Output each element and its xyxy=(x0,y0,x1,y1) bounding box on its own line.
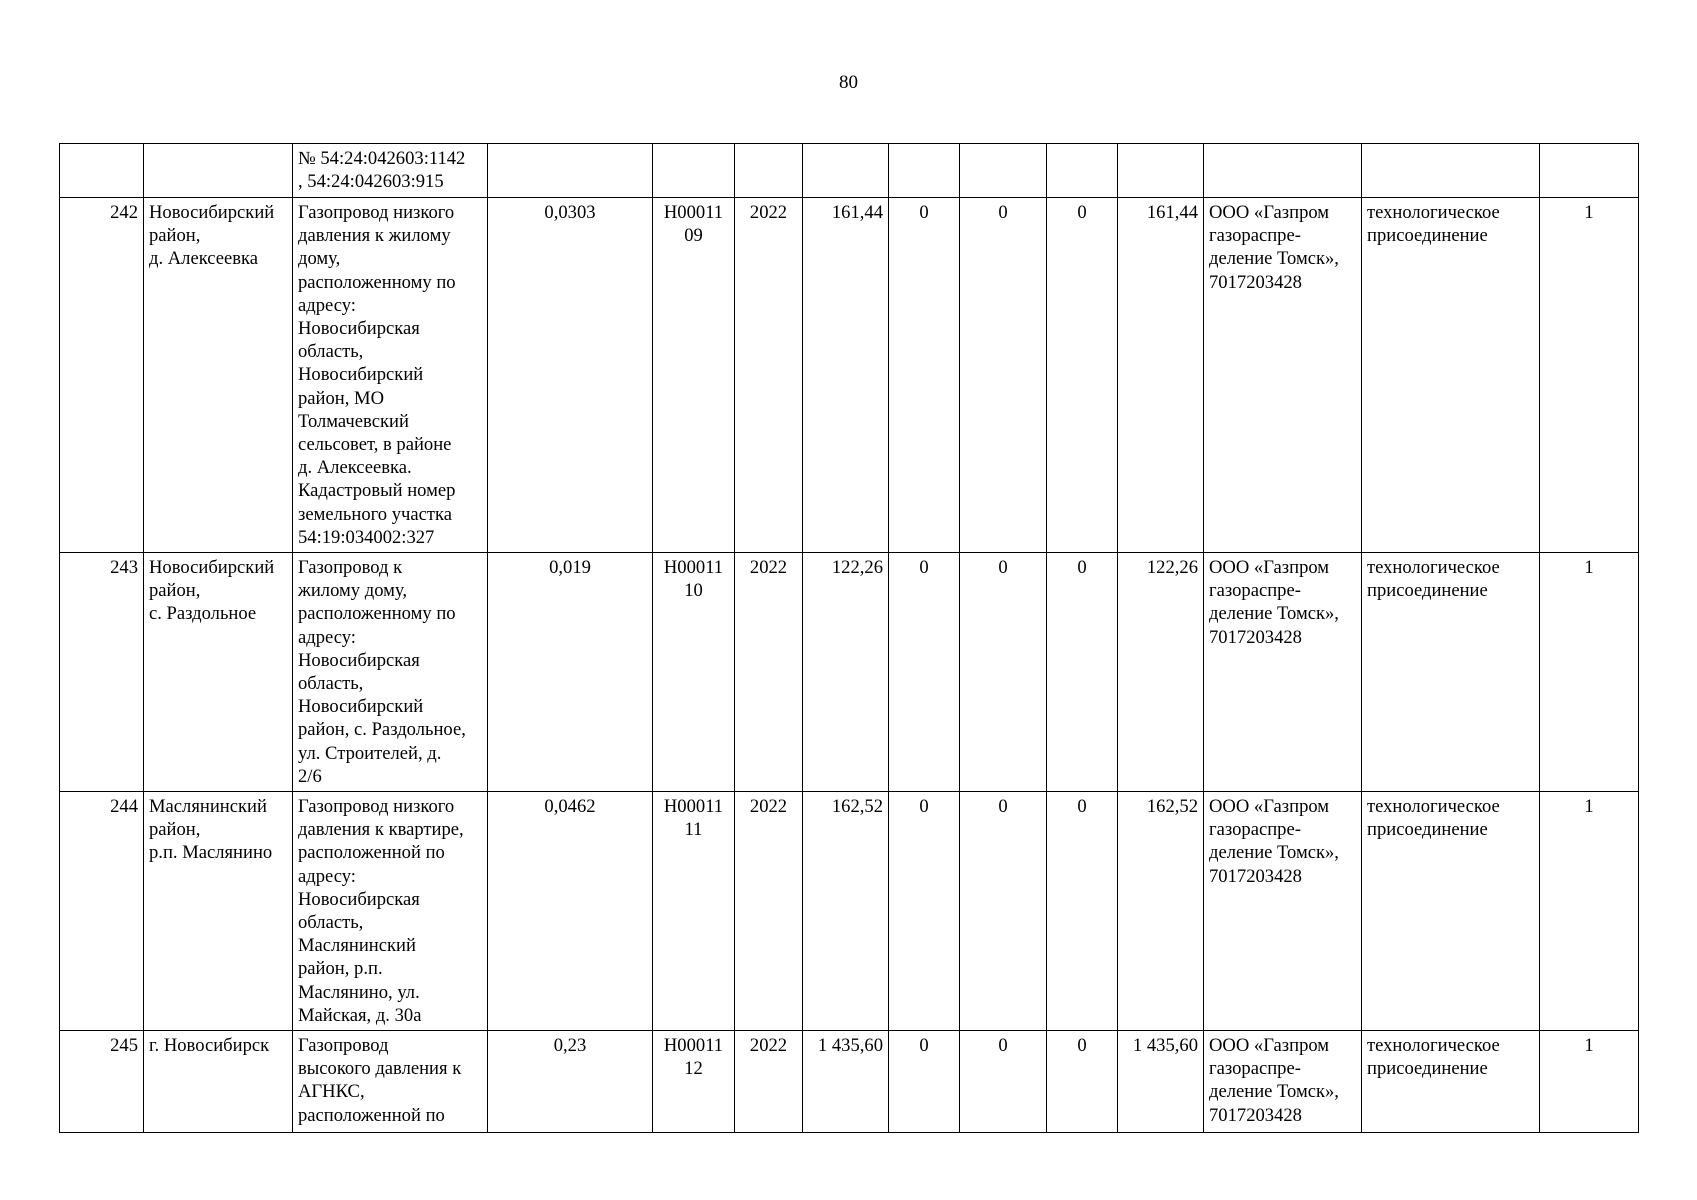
object-text: № 54:24:042603:1142 , 54:24:042603:915 xyxy=(298,148,466,193)
cell-zero-1: 0 xyxy=(889,198,960,553)
cell-quantity xyxy=(1540,144,1639,198)
purpose-text: технологическое присоединение xyxy=(1367,796,1500,841)
cell-length: 0,0462 xyxy=(488,792,653,1031)
object-text: Газопровод низкого давления к квартире, расположенной по адресу: Новосибирская область, Маслянинский район, р.п. Маслянино, ул. Майская, д. 30а xyxy=(298,796,464,1026)
cell-code xyxy=(653,198,735,553)
cell-location xyxy=(144,1031,293,1133)
code-text: Н00011 10 xyxy=(663,557,724,602)
cell-total: 1 435,60 xyxy=(803,1031,889,1133)
organization-text: ООО «Газпром газораспре- деление Томск», 7017203428 xyxy=(1209,1035,1339,1126)
cell-organization xyxy=(1204,792,1362,1031)
code-text: Н00011 09 xyxy=(663,202,724,247)
cell-year: 2022 xyxy=(735,1031,803,1133)
investment-table xyxy=(59,143,1639,1133)
cell-purpose xyxy=(1362,1031,1540,1133)
cell-organization xyxy=(1204,198,1362,553)
cell-code xyxy=(653,1031,735,1133)
cell-zero-1: 0 xyxy=(889,792,960,1031)
cell-zero-1: 0 xyxy=(889,1031,960,1133)
purpose-text: технологическое присоединение xyxy=(1367,1035,1500,1080)
cell-quantity: 1 xyxy=(1540,792,1639,1031)
purpose-text: технологическое присоединение xyxy=(1367,557,1500,602)
cell-code xyxy=(653,553,735,792)
cell-object xyxy=(293,553,488,792)
cell-code xyxy=(653,144,735,198)
cell-quantity: 1 xyxy=(1540,198,1639,553)
table-row xyxy=(60,553,1639,792)
location-text: г. Новосибирск xyxy=(149,1035,270,1056)
cell-zero-2: 0 xyxy=(960,792,1047,1031)
page-number: 80 xyxy=(839,72,858,93)
cell-object xyxy=(293,198,488,553)
cell-amount: 1 435,60 xyxy=(1118,1031,1204,1133)
cell-amount xyxy=(1118,144,1204,198)
cell-amount: 162,52 xyxy=(1118,792,1204,1031)
cell-quantity: 1 xyxy=(1540,1031,1639,1133)
organization-text: ООО «Газпром газораспре- деление Томск», 7017203428 xyxy=(1209,557,1339,648)
cell-num: 245 xyxy=(60,1031,144,1133)
cell-zero-3 xyxy=(1047,144,1118,198)
location-text: Новосибирский район, д. Алексеевка xyxy=(149,202,275,270)
cell-zero-3: 0 xyxy=(1047,792,1118,1031)
cell-total: 161,44 xyxy=(803,198,889,553)
cell-purpose xyxy=(1362,198,1540,553)
cell-code xyxy=(653,792,735,1031)
cell-num: 243 xyxy=(60,553,144,792)
cell-zero-3: 0 xyxy=(1047,198,1118,553)
purpose-text: технологическое присоединение xyxy=(1367,202,1500,247)
cell-total: 122,26 xyxy=(803,553,889,792)
cell-quantity: 1 xyxy=(1540,553,1639,792)
table-row xyxy=(60,1031,1639,1133)
table-row xyxy=(60,198,1639,553)
cell-zero-1 xyxy=(889,144,960,198)
cell-year: 2022 xyxy=(735,553,803,792)
cell-organization xyxy=(1204,1031,1362,1133)
cell-num: 244 xyxy=(60,792,144,1031)
cell-year xyxy=(735,144,803,198)
cell-length xyxy=(488,144,653,198)
cell-location xyxy=(144,553,293,792)
cell-purpose xyxy=(1362,553,1540,792)
cell-purpose xyxy=(1362,144,1540,198)
organization-text: ООО «Газпром газораспре- деление Томск», 7017203428 xyxy=(1209,202,1339,293)
table-row xyxy=(60,792,1639,1031)
cell-object xyxy=(293,1031,488,1133)
cell-amount: 122,26 xyxy=(1118,553,1204,792)
cell-total xyxy=(803,144,889,198)
cell-zero-2: 0 xyxy=(960,198,1047,553)
cell-year: 2022 xyxy=(735,792,803,1031)
code-text: Н00011 12 xyxy=(663,1035,724,1080)
cell-length: 0,0303 xyxy=(488,198,653,553)
cell-zero-2: 0 xyxy=(960,553,1047,792)
cell-amount: 161,44 xyxy=(1118,198,1204,553)
location-text: Маслянинский район, р.п. Маслянино xyxy=(149,796,273,864)
object-text: Газопровод высокого давления к АГНКС, расположенной по xyxy=(298,1035,462,1126)
organization-text: ООО «Газпром газораспре- деление Томск», 7017203428 xyxy=(1209,796,1339,887)
cell-year: 2022 xyxy=(735,198,803,553)
cell-length: 0,23 xyxy=(488,1031,653,1133)
cell-total: 162,52 xyxy=(803,792,889,1031)
code-text: Н00011 11 xyxy=(663,796,724,841)
cell-purpose xyxy=(1362,792,1540,1031)
cell-length: 0,019 xyxy=(488,553,653,792)
cell-object xyxy=(293,792,488,1031)
cell-num xyxy=(60,144,144,198)
cell-organization xyxy=(1204,144,1362,198)
cell-object xyxy=(293,144,488,198)
cell-zero-2: 0 xyxy=(960,1031,1047,1133)
cell-zero-2 xyxy=(960,144,1047,198)
cell-organization xyxy=(1204,553,1362,792)
table-row-continuation xyxy=(60,144,1639,198)
cell-zero-1: 0 xyxy=(889,553,960,792)
location-text: Новосибирский район, с. Раздольное xyxy=(149,557,275,625)
cell-location xyxy=(144,792,293,1031)
object-text: Газопровод к жилому дому, расположенному по адресу: Новосибирская область, Новосибирский район, с. Раздольное, ул. Строителей, д. 2/6 xyxy=(298,557,466,787)
cell-zero-3: 0 xyxy=(1047,1031,1118,1133)
cell-location xyxy=(144,144,293,198)
cell-num: 242 xyxy=(60,198,144,553)
object-text: Газопровод низкого давления к жилому дому, расположенному по адресу: Новосибирская область, Новосибирский район, МО Толмачевский сельсовет, в районе д. Алексеевка. Кадастровый номер земельного участка 54:19:034002:327 xyxy=(298,202,456,548)
cell-zero-3: 0 xyxy=(1047,553,1118,792)
cell-location xyxy=(144,198,293,553)
